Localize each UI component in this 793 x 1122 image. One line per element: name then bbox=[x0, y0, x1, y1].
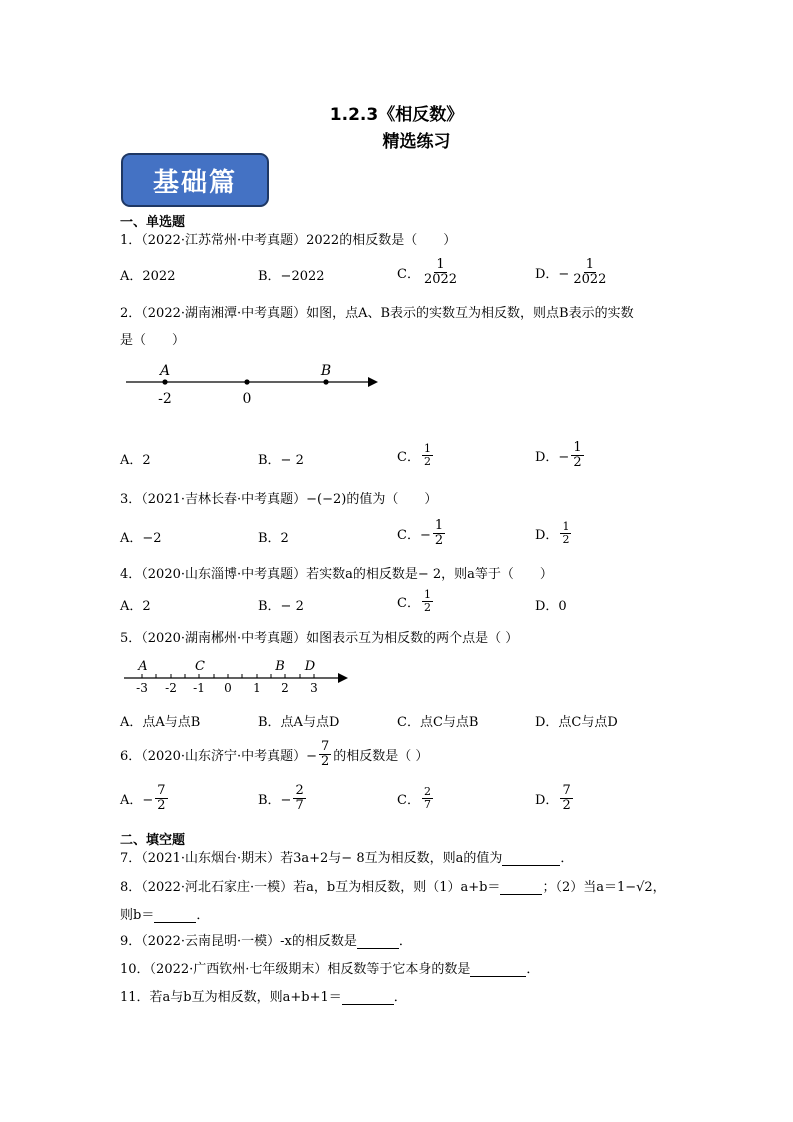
section-badge: 基础篇 bbox=[121, 153, 269, 207]
tick-neg3: -3 bbox=[136, 681, 148, 695]
tick-2: 2 bbox=[281, 681, 289, 695]
label-a: A bbox=[138, 659, 148, 674]
q1-option-a: A．2022 bbox=[120, 269, 176, 284]
section-heading-fill-in: 二、填空题 bbox=[120, 833, 186, 848]
question-1: 1．（2022·江苏常州·中考真题）2022的相反数是（ ） bbox=[120, 233, 457, 248]
q3-option-a: A．−2 bbox=[120, 531, 162, 546]
q4-option-a: A．2 bbox=[120, 599, 151, 614]
q4-option-d: D．0 bbox=[535, 599, 567, 614]
q1-option-c: C． $\frac{1}{2022}$ bbox=[397, 257, 458, 287]
question-8-cont: 则b＝ ． bbox=[120, 908, 210, 923]
q8-answer-blank-2[interactable] bbox=[154, 907, 196, 923]
q5-number-line bbox=[120, 654, 355, 696]
tick-1: 1 bbox=[253, 681, 261, 695]
q1-option-b: B．−2022 bbox=[258, 269, 325, 284]
question-2: 2．（2022·湖南湘潭·中考真题）如图，点A、B表示的实数互为相反数，则点B表示的实数 bbox=[120, 306, 634, 321]
q10-answer-blank[interactable] bbox=[470, 961, 526, 977]
q5-option-c: C．点C与点B bbox=[397, 715, 479, 730]
point-a bbox=[162, 379, 167, 384]
page-title: 1.2.3《相反数》 bbox=[329, 105, 464, 125]
tick-0: 0 bbox=[224, 681, 232, 695]
question-6: 6．（2020·山东济宁·中考真题）− $\frac{7}{2}$ 的相反数是（ ） bbox=[120, 739, 429, 769]
label-b: B bbox=[320, 363, 332, 379]
arrow-head bbox=[368, 377, 378, 387]
tick-neg2: -2 bbox=[158, 391, 172, 407]
arrow-head bbox=[338, 673, 348, 683]
tick-neg1: -1 bbox=[193, 681, 205, 695]
question-4: 4．（2020·山东淄博·中考真题）若实数a的相反数是− 2，则a等于（ ） bbox=[120, 567, 553, 582]
q5-option-d: D．点C与点D bbox=[535, 715, 618, 730]
section-heading-single-choice: 一、单选题 bbox=[120, 215, 186, 230]
q6-option-b: B．− $\frac{2}{7}$ bbox=[258, 783, 304, 813]
q2-option-c: C． $\frac{1}{2}$ bbox=[397, 442, 431, 468]
q2-number-line bbox=[120, 358, 390, 410]
tick-neg2: -2 bbox=[165, 681, 177, 695]
q4-option-b: B．− 2 bbox=[258, 599, 304, 614]
question-2-cont: 是（ ） bbox=[120, 333, 186, 348]
q3-option-b: B．2 bbox=[258, 531, 289, 546]
q7-answer-blank[interactable] bbox=[502, 850, 560, 866]
q9-answer-blank[interactable] bbox=[357, 933, 399, 949]
question-11: 11．若a与b互为相反数，则a+b+1＝ ． bbox=[120, 990, 407, 1005]
q2-option-d: D．− $\frac{1}{2}$ bbox=[535, 440, 582, 470]
question-5: 5．（2020·湖南郴州·中考真题）如图表示互为相反数的两个点是（ ） bbox=[120, 631, 519, 646]
q4-option-c: C． $\frac{1}{2}$ bbox=[397, 588, 431, 614]
q5-option-a: A．点A与点B bbox=[120, 715, 201, 730]
q6-option-d: D． $\frac{7}{2}$ bbox=[535, 783, 571, 813]
tick-3: 3 bbox=[310, 681, 318, 695]
q1-option-d: D．− $\frac{1}{2022}$ bbox=[535, 257, 607, 287]
q5-option-b: B．点A与点D bbox=[258, 715, 340, 730]
question-8: 8．（2022·河北石家庄·一模）若a，b互为相反数，则（1）a+b＝ ；（2）当a＝1−√2， bbox=[120, 880, 666, 895]
q8-answer-blank-1[interactable] bbox=[500, 879, 542, 895]
q6-option-c: C． $\frac{2}{7}$ bbox=[397, 785, 431, 811]
q11-answer-blank[interactable] bbox=[342, 989, 394, 1005]
label-c: C bbox=[195, 659, 205, 674]
question-10: 10．（2022·广西钦州·七年级期末）相反数等于它本身的数是 ． bbox=[120, 962, 540, 977]
page-subtitle: 精选练习 bbox=[382, 132, 451, 152]
q6-option-a: A．− $\frac{7}{2}$ bbox=[120, 783, 166, 813]
q3-option-d: D． $\frac{1}{2}$ bbox=[535, 520, 570, 546]
point-b bbox=[323, 379, 328, 384]
point-zero bbox=[244, 379, 249, 384]
question-9: 9．（2022·云南昆明·一模）-x的相反数是 ． bbox=[120, 934, 412, 949]
q2-option-a: A．2 bbox=[120, 453, 151, 468]
q3-option-c: C．− $\frac{1}{2}$ bbox=[397, 518, 444, 548]
label-d: D bbox=[304, 659, 316, 674]
q2-option-b: B．− 2 bbox=[258, 453, 304, 468]
label-a: A bbox=[159, 363, 171, 379]
tick-0: 0 bbox=[242, 391, 252, 407]
question-7: 7．（2021·山东烟台·期末）若3a+2与− 8互为相反数，则a的值为 ． bbox=[120, 851, 574, 866]
label-b: B bbox=[275, 659, 285, 674]
question-3: 3．（2021·吉林长春·中考真题）−(−2)的值为（ ） bbox=[120, 492, 438, 507]
